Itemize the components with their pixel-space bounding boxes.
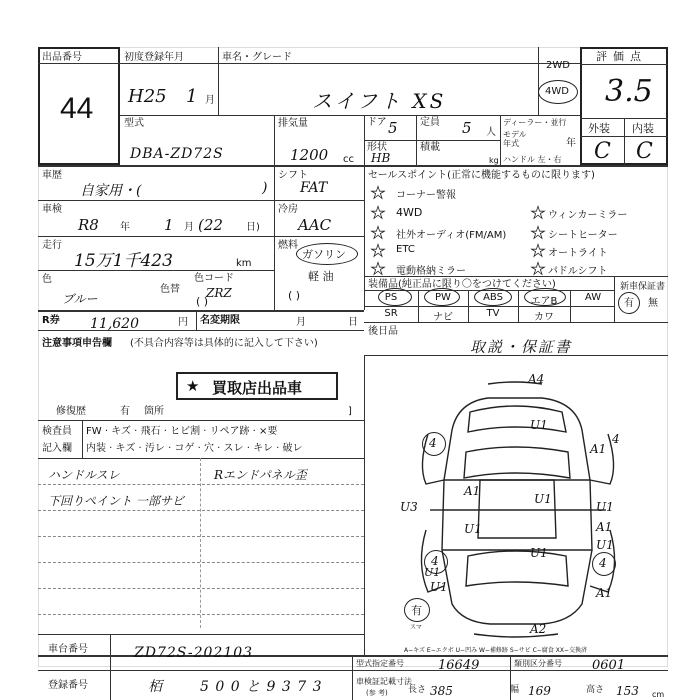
car-name-value: スイフト XS	[312, 89, 447, 113]
dims-unit: cm	[652, 690, 665, 699]
first-reg-label: 初度登録年月	[124, 52, 184, 63]
capacity-value: 5	[462, 119, 472, 137]
equipment-label: 装備品(純正品に限り〇をつけてください)	[368, 279, 556, 290]
equip-abs-circle	[474, 288, 512, 306]
repair-part: 箇所	[144, 406, 164, 417]
displacement-value: 1200	[290, 146, 329, 164]
dims-sub: (参 考)	[366, 689, 388, 697]
damage-4-fl: 4	[429, 436, 437, 450]
sales-point-3: ウィンカーミラー	[548, 210, 628, 221]
color-change-label: 色替	[160, 284, 180, 295]
repair-close: ]	[348, 406, 352, 417]
dims-label: 車検証記載寸法	[356, 677, 412, 686]
color-paren: ( )	[196, 295, 209, 308]
cooling-value: AAC	[298, 216, 332, 234]
fuel-label: 燃料	[278, 240, 298, 251]
damage-u1-rq: U1	[596, 538, 614, 552]
doors-value: 5	[388, 119, 398, 137]
first-reg-month-unit: 月	[205, 95, 215, 106]
notice-hint: (不具合内容等は具体的に記入して下さい)	[130, 338, 318, 349]
checker-label-1: 検査員	[42, 426, 72, 437]
checker-in-scratch: キズ	[115, 443, 136, 454]
fuel-gasoline: ガソリン	[302, 248, 346, 261]
equip-pw-circle	[424, 288, 460, 306]
checker-row-2: 内装 · キズ · 汚レ · コゲ · 穴 · スレ · キレ · 破レ	[86, 443, 303, 454]
history-close: )	[262, 180, 268, 196]
sales-point-4: 社外オーディオ(FM/AM)	[396, 230, 507, 241]
fuel-diesel: 軽 油	[308, 270, 334, 283]
mileage-label: 走行	[42, 240, 62, 251]
damage-u1-trunk: U1	[530, 546, 548, 560]
class-no-value: 0601	[592, 658, 626, 673]
load-label: 積載	[420, 142, 440, 153]
score-exterior-label: 外装	[588, 122, 610, 135]
sales-point-7: オートライト	[548, 248, 608, 259]
inspection-year-unit: 年	[120, 222, 130, 233]
checker-wear: スレ	[223, 443, 244, 454]
checker-hole: 穴	[204, 443, 214, 454]
dealer-label: ディーラー・並行	[503, 118, 567, 127]
equip-tv: TV	[486, 308, 500, 319]
checker-chip: 飛石	[140, 426, 161, 437]
checker-tear: 破レ	[282, 443, 303, 454]
equip-leather: カワ	[534, 312, 554, 323]
sales-point-marks-right	[530, 204, 550, 280]
damage-a1-rdr: A1	[596, 520, 613, 534]
damage-a1-ld: A1	[464, 484, 481, 498]
checker-label-2: 記入欄	[42, 443, 72, 454]
inspection-day-unit: 日)	[246, 222, 260, 233]
inspection-month-unit: 月	[184, 222, 194, 233]
inspection-era: R8	[78, 216, 99, 234]
car-name-label: 車名・グレード	[222, 52, 292, 63]
sales-points-label: セールスポイント(正常に機能するものに限ります)	[368, 170, 595, 181]
damage-a4: A4	[528, 372, 545, 386]
plate-value: 5 0 0 と 9 3 7 3	[200, 679, 323, 695]
note-2: Rエンドパネル歪	[214, 468, 307, 482]
checker-scratch: キズ	[111, 426, 131, 437]
chassis-label: 車台番号	[48, 644, 88, 655]
type-no-label: 型式指定番号	[356, 659, 404, 668]
checker-needed: ×要	[259, 426, 278, 437]
score-value: 3.5	[605, 74, 653, 109]
notice-label: 注意事項申告欄	[42, 338, 112, 349]
damage-u3: U3	[400, 500, 418, 514]
note-3: 下回りペイント 一部サビ	[48, 494, 184, 508]
handle-label: ハンドル 左・右	[503, 155, 562, 164]
equip-sr: SR	[384, 308, 398, 319]
score-label: 評価点	[596, 50, 647, 63]
transfer-month: 月	[296, 317, 306, 328]
damage-4-fr: 4	[612, 432, 620, 446]
checker-crack: ヒビ割	[170, 426, 201, 437]
history-value: 自家用・(	[80, 183, 142, 199]
cooling-label: 冷房	[278, 204, 298, 215]
checker-repair-mark: リペア跡	[209, 426, 250, 437]
equip-airbag-circle	[524, 288, 566, 306]
transfer-day: 日	[348, 317, 358, 328]
damage-4-fr-circle	[584, 434, 606, 456]
type-no-value: 16649	[438, 658, 480, 673]
mileage-value: 15万1千423	[74, 251, 173, 271]
damage-u1-hood: U1	[530, 418, 548, 432]
lot-number: 44	[60, 92, 94, 125]
displacement-label: 排気量	[278, 118, 308, 129]
sales-point-6: ETC	[396, 244, 415, 255]
spare-tire-sub: スマ	[410, 624, 422, 631]
repair-label: 修復歴	[56, 406, 86, 417]
checker-interior: 内装	[86, 443, 106, 454]
damage-4-rl: 4	[431, 554, 439, 568]
capacity-unit: 人	[486, 127, 496, 138]
shape-value: HB	[371, 151, 391, 165]
color-code-value: ZRZ	[206, 286, 232, 300]
color-value: ブルー	[62, 292, 98, 306]
sales-point-8: 電動格納ミラー	[396, 266, 466, 277]
damage-u1-lq: U1	[430, 580, 448, 594]
dims-height: 153	[616, 684, 639, 698]
spare-tire-label: 有	[411, 604, 422, 617]
drive-2wd: 2WD	[546, 60, 570, 71]
checker-row-1: FW · キズ · 飛石 · ヒビ割 · リペア跡 · ×要	[86, 426, 278, 437]
attachments-label: 後日品	[368, 326, 398, 337]
inspection-month: 1	[164, 216, 174, 234]
recycle-value: 11,620	[90, 316, 139, 332]
score-interior-label: 内装	[632, 122, 654, 135]
damage-u1-rd: U1	[596, 500, 614, 514]
stamp-text: 買取店出品車	[212, 379, 303, 397]
equip-airbag: エアB	[530, 296, 558, 307]
inspection-day: (22	[198, 216, 223, 234]
equip-aw: AW	[584, 292, 602, 303]
class-no-label: 類別区分番号	[514, 659, 562, 668]
equip-pw: PW	[435, 292, 451, 303]
transfer-label: 名変期限	[200, 315, 240, 326]
checker-fw: FW	[86, 426, 102, 437]
shift-value: FAT	[300, 180, 328, 196]
sales-point-marks	[370, 184, 550, 276]
first-reg-year: H25	[128, 86, 167, 107]
dims-width: 169	[528, 684, 551, 698]
dims-height-label: 高さ	[586, 685, 605, 695]
lot-label: 出品番号	[42, 52, 82, 63]
score-exterior: C	[594, 139, 611, 164]
checker-dirt: 汚レ	[144, 443, 165, 454]
shift-label: シフト	[278, 170, 308, 181]
warranty-yes: 有	[624, 298, 634, 309]
checker-burn: コゲ	[174, 443, 195, 454]
damage-legend: A−キズ E−エクボ U−凹み W−補修跡 S−サビ C−腐食 XX−交換済	[404, 647, 587, 654]
dims-width-label: 幅	[510, 685, 520, 695]
color-label: 色	[42, 274, 52, 285]
fuel-paren: ( )	[288, 289, 301, 302]
load-unit: kg	[489, 156, 499, 165]
equip-ps-circle	[378, 288, 412, 306]
first-reg-month: 1	[186, 86, 198, 107]
checker-cut: キレ	[253, 443, 273, 454]
history-label: 車歴	[42, 170, 62, 181]
model-year-unit: 年	[566, 138, 576, 149]
shape-label: 形状	[367, 142, 387, 153]
warranty-no: 無	[648, 298, 658, 309]
model-value: DBA-ZD72S	[130, 146, 224, 162]
damage-u1-ldr: U1	[464, 522, 482, 536]
model-label: 型式	[124, 118, 144, 129]
attachments-value: 取説・保証書	[470, 338, 573, 356]
damage-u1-rear-left: U1	[424, 566, 441, 579]
dims-length: 385	[430, 684, 453, 698]
model-year-label: モデル年式	[503, 130, 527, 148]
color-code-label: 色コード	[194, 273, 234, 284]
drive-4wd: 4WD	[545, 86, 569, 97]
sales-point-5: シートヒーター	[548, 230, 618, 241]
stamp-star: ★	[186, 377, 200, 395]
chassis-value: ZD72S-202103	[134, 645, 254, 661]
recycle-unit: 円	[178, 317, 188, 328]
equip-abs: ABS	[483, 292, 503, 303]
damage-4-rr: 4	[599, 556, 607, 570]
note-1: ハンドルスレ	[48, 468, 120, 482]
equip-navi: ナビ	[433, 312, 453, 323]
plate-label: 登録番号	[48, 680, 88, 691]
score-interior: C	[636, 139, 653, 164]
equip-ps: PS	[384, 292, 398, 303]
inspection-label: 車検	[42, 204, 62, 215]
repair-value: 有	[120, 406, 130, 417]
recycle-label: R券	[42, 315, 60, 326]
damage-a1-fr: A1	[590, 442, 607, 456]
plate-region: 栢	[148, 679, 162, 695]
damage-u1-roof: U1	[534, 492, 552, 506]
mileage-unit: km	[236, 258, 252, 269]
dims-length-label: 長さ	[408, 685, 427, 695]
warranty-label: 新車保証書	[620, 282, 666, 292]
damage-a2: A2	[530, 622, 547, 636]
sales-point-2: 4WD	[396, 206, 423, 219]
displacement-unit: cc	[343, 154, 354, 165]
capacity-label: 定員	[420, 117, 440, 128]
sales-point-9: パドルシフト	[548, 266, 608, 277]
doors-label: ドア	[367, 117, 387, 128]
damage-a1-rb: A1	[596, 586, 613, 600]
sales-point-1: コーナー警報	[396, 190, 456, 201]
